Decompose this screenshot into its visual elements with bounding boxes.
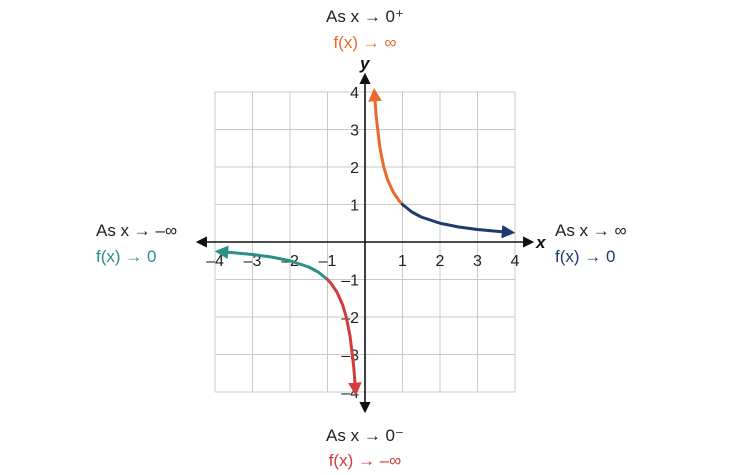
curve-series <box>403 205 512 233</box>
annotation-left-line1: As x → –∞ <box>96 221 178 240</box>
x-tick-label: 4 <box>510 253 520 270</box>
y-tick-label: 3 <box>350 122 359 140</box>
annotation-bottom-line1: As x → 0⁻ <box>326 426 404 445</box>
curve-series <box>374 92 402 205</box>
y-tick-label: 1 <box>350 197 359 215</box>
x-tick-label: 2 <box>435 253 445 270</box>
annotation-top-line1: As x → 0⁺ <box>326 7 404 26</box>
y-axis-label: y <box>360 54 370 73</box>
axes <box>198 75 532 411</box>
x-tick-label: –2 <box>281 253 299 270</box>
x-tick-label: 3 <box>473 253 482 270</box>
x-tick-label: –1 <box>318 253 337 270</box>
curve-series <box>219 252 328 280</box>
annotation-top-line2: f(x) → ∞ <box>333 33 397 52</box>
y-tick-label: –1 <box>341 272 359 290</box>
y-tick-label: –4 <box>341 385 359 402</box>
annotation-bottom-line2: f(x) → –∞ <box>328 451 402 470</box>
y-tick-label: 4 <box>350 85 359 102</box>
y-tick-label: –2 <box>341 310 359 327</box>
x-tick-label: –4 <box>206 253 224 270</box>
x-axis-label: x <box>536 233 546 252</box>
annotation-right-line1: As x → ∞ <box>555 221 627 240</box>
y-tick-label: –3 <box>341 347 359 365</box>
x-tick-label: –3 <box>243 253 262 270</box>
x-tick-label: 1 <box>398 253 407 270</box>
curve-series <box>328 280 356 393</box>
annotation-left-line2: f(x) → 0 <box>96 247 157 266</box>
y-tick-label: 2 <box>350 160 359 177</box>
annotation-right-line2: f(x) → 0 <box>555 247 616 266</box>
